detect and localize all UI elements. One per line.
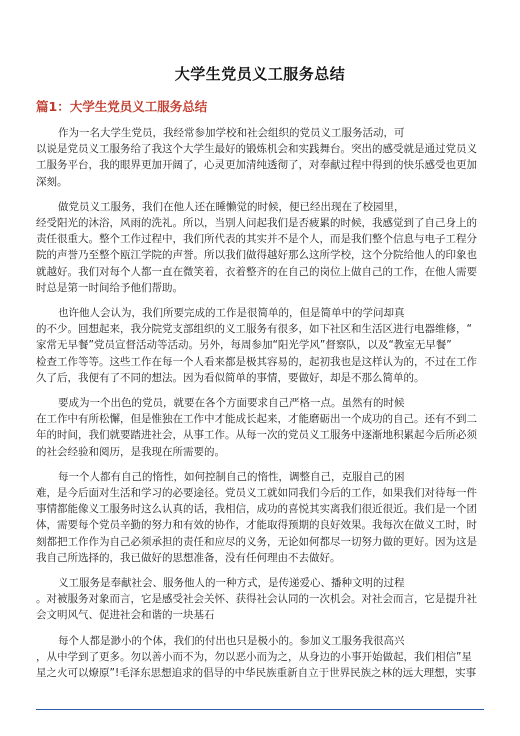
paragraph-3 [36, 305, 491, 386]
document-body [36, 125, 491, 690]
paragraph-line: 每一个人都有自己的惰性，如何控制自己的惰性，调整自己，克服自己的困 [58, 470, 405, 483]
paragraph-line: 事情都能像义工服务时这么认真的话，我相信，成功的喜悦其实离我们很近很近。我们是一个团 [36, 503, 477, 516]
paragraph-line: 深刻。 [36, 175, 68, 188]
paragraph-7 [36, 633, 491, 682]
paragraph-line: 工服务平台，我的眼界更加开阔了，心灵更加清纯透彻了，对奉献过程中得到的快乐感受也更加 [36, 159, 477, 172]
paragraph-6 [36, 575, 491, 624]
paragraph-1 [36, 125, 491, 190]
paragraph-line: 做党员义工服务，我们在他人还在睡懒觉的时候，便已经出现在了校园里， [58, 200, 405, 213]
paragraph-4 [36, 395, 491, 460]
document-title: 大学生党员义工服务总结 [174, 65, 346, 83]
paragraph-line: 检查工作等等。这些工作在每一个人看来都是极其容易的，起初我也是这样认为的，不过在工作 [36, 355, 477, 368]
paragraph-line: 经受阳光的沐浴，风雨的洗礼。所以，当别人问起我们是否疲累的时候，我感觉到了自己身上的 [36, 217, 477, 230]
paragraph-line: 作为一名大学生党员，我经常参加学校和社会组织的党员义工服务活动，可 [58, 127, 405, 139]
paragraph-line: 年的时间，我们就要踏进社会，从事工作。从每一次的党员义工服务中逐渐地积累起今后所必须 [36, 429, 477, 442]
paragraph-line: 星之火可以燎原”!毛泽东思想追求的倡导的中华民族重新自立于世界民族之林的远大理想，实事 [36, 667, 477, 680]
paragraph-line: 时总是第一时间给予他们帮助。 [36, 281, 183, 294]
section-heading: 篇1：大学生党员义工服务总结 [36, 99, 208, 114]
paragraph-line: 在工作中有所松懈，但是惟独在工作中才能成长起来，才能磨砺出一个成功的自己。还有不到二 [36, 413, 477, 426]
paragraph-line: 的社会经验和阅历，是我现在所需要的。 [36, 445, 225, 458]
paragraph-line: 以说是党员义工服务给了我这个大学生最好的锻炼机会和实践舞台。突出的感受就是通过党员义 [36, 143, 477, 156]
paragraph-line: 刻都把工作作为自己必须承担的责任和应尽的义务，无论如何都尽一切努力做的更好。因为这是 [36, 535, 477, 548]
paragraph-line: 院的声誉乃至整个瓯江学院的声誉。所以我们做得越好那么这所学校，这个分院给他人的印象也 [36, 249, 477, 262]
paragraph-line: 体，需要每个党员辛勤的努力和有效的协作，才能取得预期的良好效果。我每次在做义工时，时 [36, 519, 477, 532]
paragraph-line: 我自己所选择的，我已做好的思想准备，没有任何理由不去做好。 [36, 551, 341, 564]
paragraph-line: 家常无早餐”党员宣督活动等活动。另外，每周参加“阳光学风”督察队，以及“教室无早餐” [36, 339, 452, 352]
paragraph-line: 久了后，我便有了不同的想法。因为看似简单的事情，要做好，却是不那么简单的。 [36, 371, 425, 384]
paragraph-line: 就越好。我们对每个人都一直在微笑着，衣着整齐的在自己的岗位上做自己的工作，在他人需要 [36, 265, 477, 278]
paragraph-line: 难，是今后面对生活和学习的必要途径。党员义工就如同我们今后的工作，如果我们对待每一件 [36, 487, 477, 500]
paragraph-line: 要成为一个出色的党员，就要在各个方面要求自己严格一点。虽然有的时候 [58, 397, 405, 410]
paragraph-line: 每个人都是渺小的个体，我们的付出也只是极小的。参加义工服务我很高兴 [58, 634, 405, 647]
paragraph-line: 也许他人会认为，我们所要完成的工作是很简单的，但是简单中的学问却真 [58, 307, 405, 320]
paragraph-line: 义工服务是奉献社会、服务他人的一种方式，是传递爱心、播种文明的过程 [58, 577, 405, 590]
footer-divider [36, 709, 484, 710]
paragraph-line: 责任很重大。整个工作过程中，我们所代表的其实并不是个人，而是我们整个信息与电子工程分 [36, 233, 477, 246]
paragraph-line: 的不少。回想起来，我分院党支部组织的义工服务有很多，如下社区和生活区进行电器维修，“ [36, 323, 472, 336]
paragraph-line: 。对被服务对象而言，它是感受社会关怀、获得社会认同的一次机会。对社会而言，它是提升社 [36, 593, 477, 606]
paragraph-5 [36, 469, 491, 566]
paragraph-line: ，从中学到了更多。勿以善小而不为，勿以恶小而为之，从身边的小事开始做起，我们相信”星 [36, 650, 472, 663]
paragraph-2 [36, 199, 491, 296]
paragraph-line: 会文明风气、促进社会和谐的一块基石 [36, 609, 215, 622]
